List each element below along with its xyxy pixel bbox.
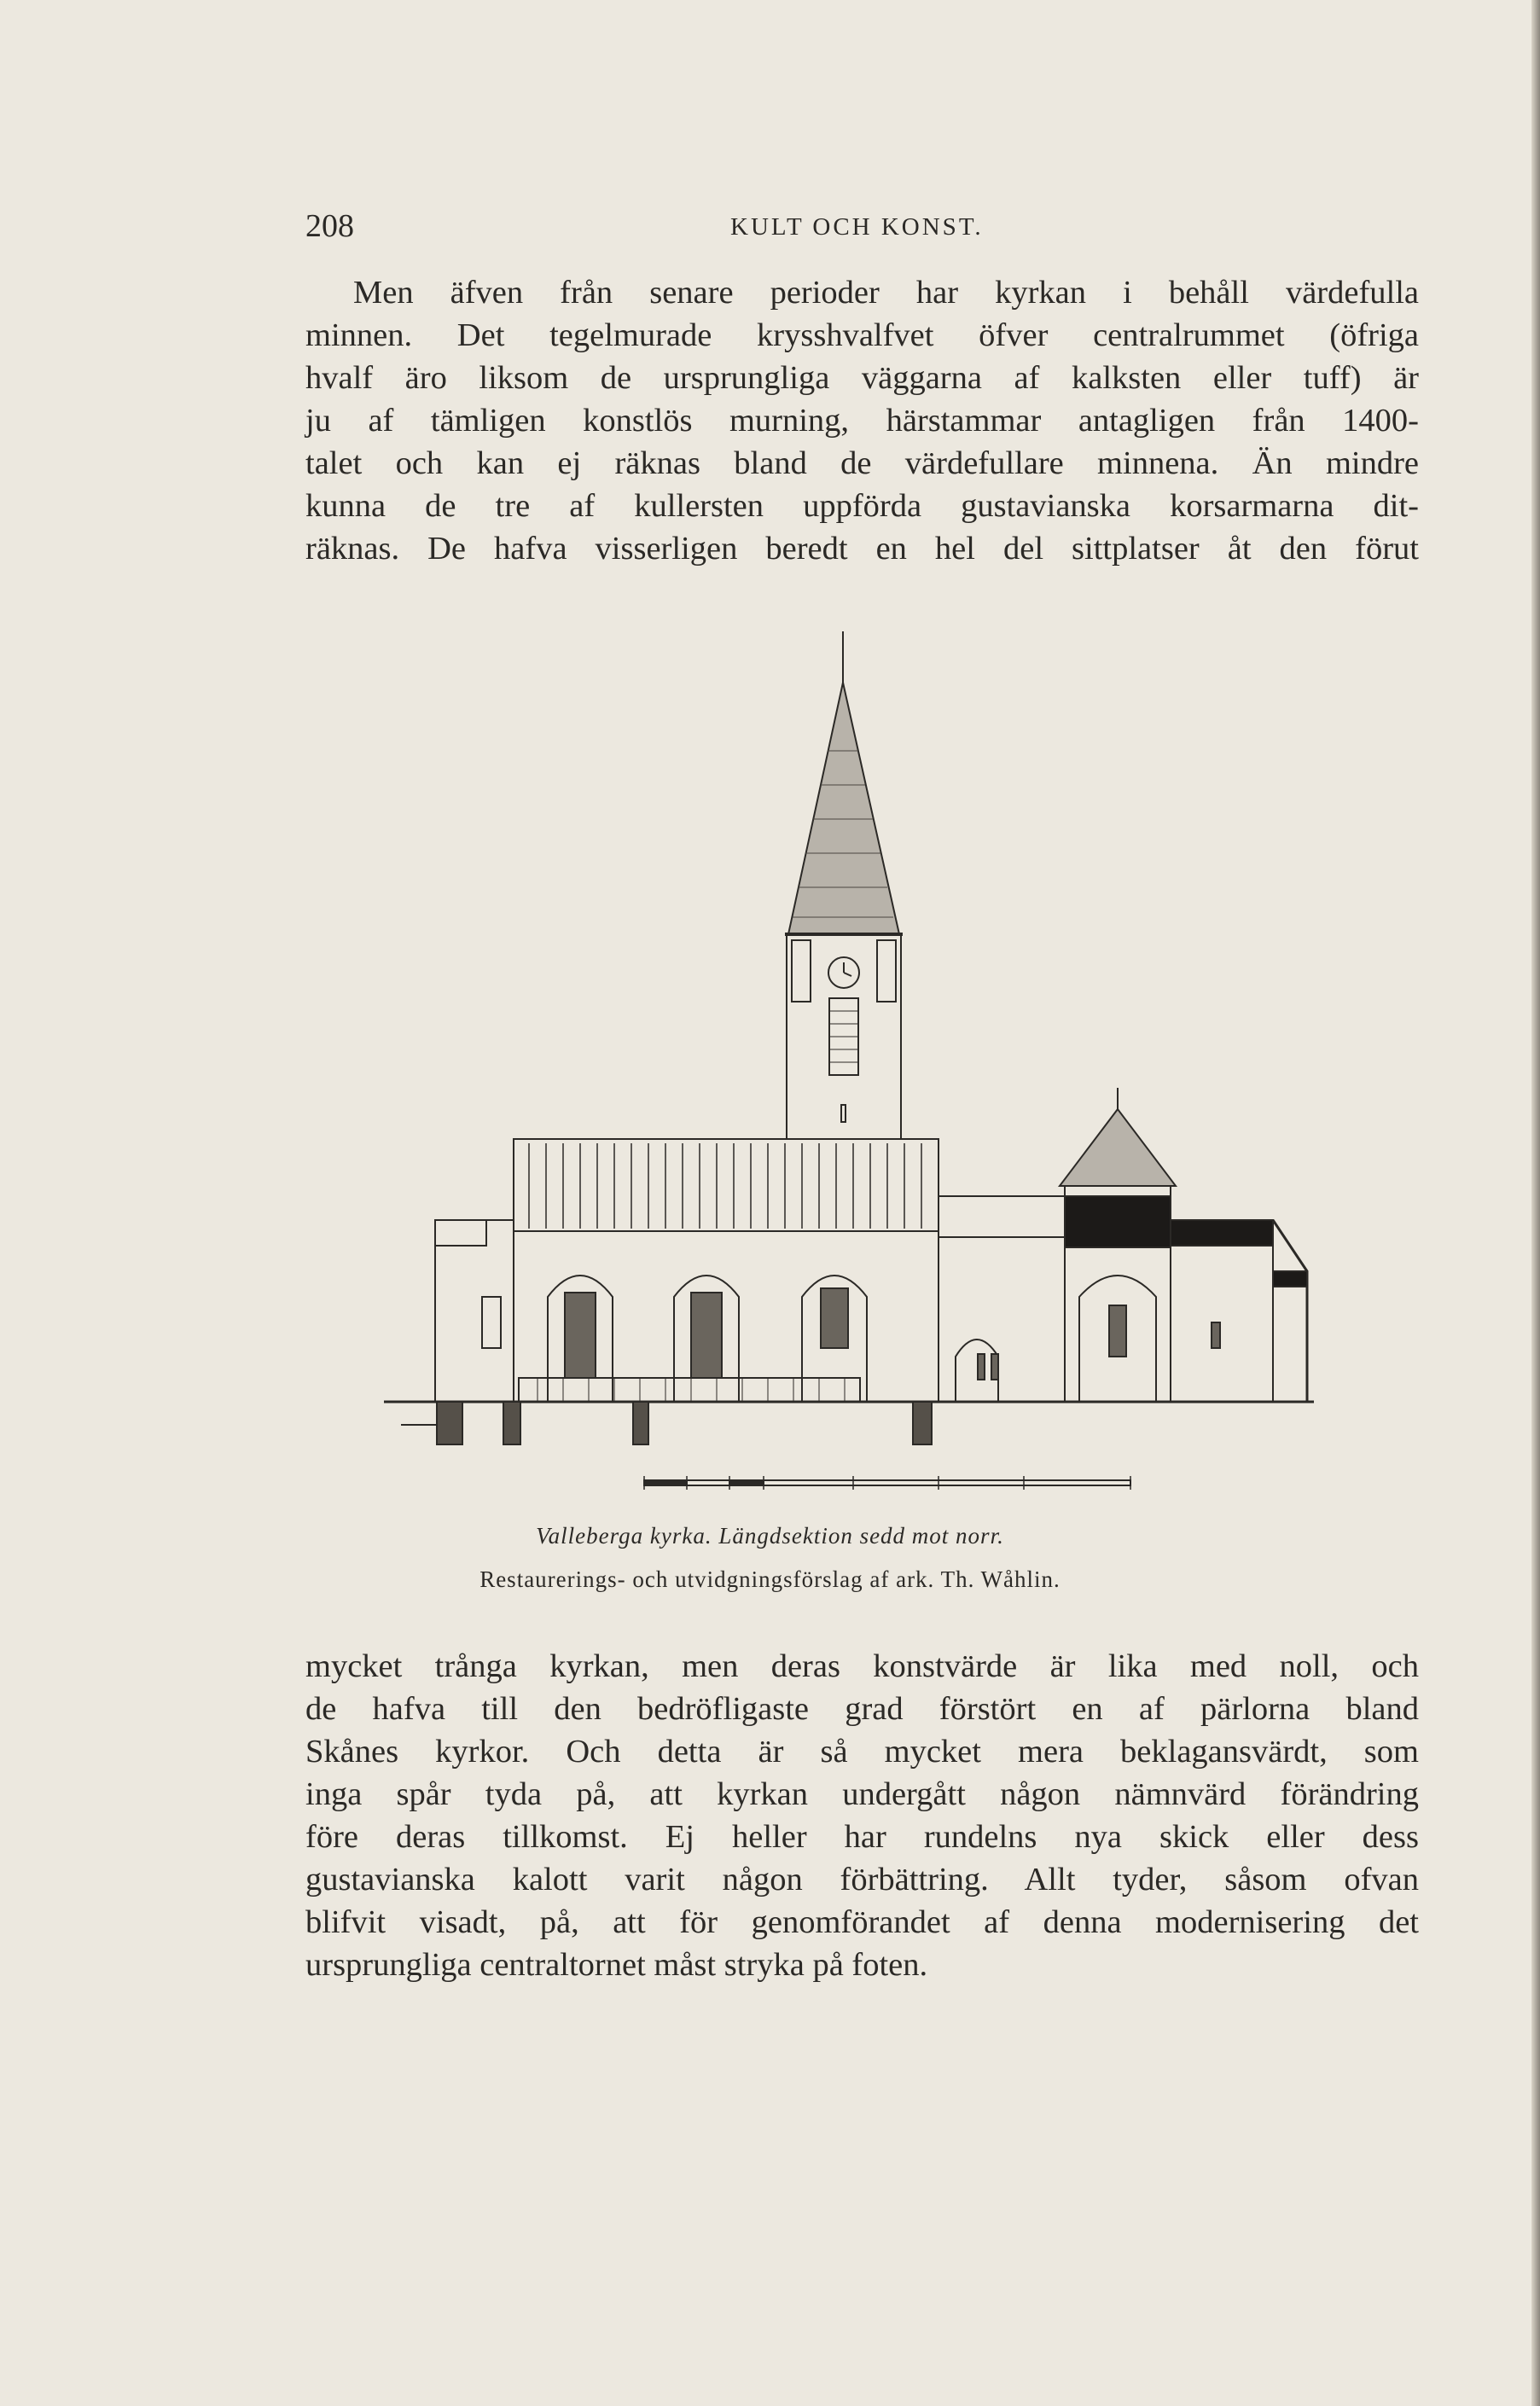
church-section-drawing: [367, 623, 1348, 1510]
central-vault-section: [1065, 1196, 1171, 1247]
text-line: ursprungliga centraltornet måst stryka på foten.: [305, 1947, 928, 1983]
page-edge: [1531, 0, 1540, 2406]
chancel-roof: [939, 1196, 1065, 1237]
text-line: hvalf äro liksom de ursprungliga väggarna af kalksten eller tuff) är: [305, 360, 1419, 396]
text-line: gustavianska kalott varit någon förbättring. Allt tyder, såsom ofvan: [305, 1862, 1419, 1897]
chancel: [939, 1237, 1065, 1402]
nave-roof: [514, 1139, 939, 1231]
text-line: mycket trånga kyrkan, men deras konstvärde är lika med noll, och: [305, 1648, 1419, 1684]
text-line: blifvit visadt, på, att för genomförandet af denna modernisering det: [305, 1904, 1419, 1940]
paragraph-top: [305, 271, 1419, 570]
tower-window-left: [792, 940, 811, 1002]
nave-window-1: [565, 1293, 596, 1378]
figure-caption: Valleberga kyrka. Längdsektion sedd mot norr.: [536, 1523, 1004, 1549]
church-drawing-svg: [367, 623, 1348, 1510]
text-line: räknas. De hafva visserligen beredt en hel del sittplatser åt den förut: [305, 531, 1419, 567]
text-line: minnen. Det tegelmurade krysshvalfvet öfver centralrummet (öfriga: [305, 317, 1419, 353]
tower-window-right: [877, 940, 896, 1002]
pews: [519, 1378, 860, 1402]
text-line: de hafva till den bedröfligaste grad förstört en af pärlorna bland: [305, 1691, 1419, 1727]
spire: [788, 683, 899, 934]
text-line: inga spår tyda på, att kyrkan undergått någon nämnvärd förändring: [305, 1776, 1419, 1812]
west-annex: [435, 1220, 514, 1402]
figure-credit: Restaurerings- och utvidgningsförslag af ark. Th. Wåhlin.: [479, 1566, 1061, 1592]
text-line: kunna de tre af kullersten uppförda gustavianska korsarmarna dit-: [305, 488, 1419, 524]
text-line: Skånes kyrkor. Och detta är så mycket mera beklagansvärdt, som: [305, 1734, 1419, 1770]
page-number: 208: [305, 208, 354, 244]
text-line: ju af tämligen konstlös murning, härstammar antagligen från 1400-: [305, 403, 1419, 439]
running-head: KULT OCH KONST.: [730, 213, 984, 241]
scale-bar: [644, 1480, 1130, 1485]
text-line: talet och kan ej räknas bland de värdefullare minnena. Än mindre: [305, 445, 1419, 481]
paragraph-bottom: [305, 1645, 1419, 1986]
roof-truss-lines: [529, 1143, 921, 1229]
nave-window-2: [691, 1293, 722, 1378]
central-cone: [1060, 1109, 1176, 1186]
altarpiece: [821, 1288, 848, 1348]
text-line: före deras tillkomst. Ej heller har rundelns nya skick eller dess: [305, 1819, 1419, 1855]
text-line: Men äfven från senare perioder har kyrkan i behåll värdefulla: [353, 275, 1419, 311]
apse: [1171, 1220, 1273, 1402]
